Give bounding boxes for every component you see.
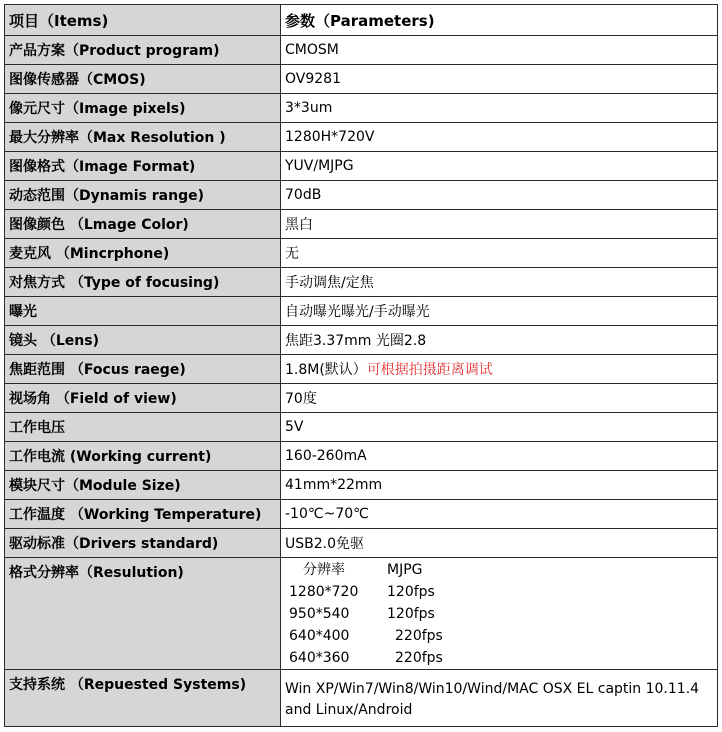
fps-cell: 220fps bbox=[395, 627, 443, 644]
systems-label: 支持系统 （Repuested Systems) bbox=[5, 670, 281, 727]
table-row bbox=[5, 529, 718, 558]
resolution-cell: 640*360 bbox=[289, 649, 350, 666]
table-row bbox=[5, 471, 718, 500]
table-row bbox=[5, 268, 718, 297]
row-value: 自动曝光曝光/手动曝光 bbox=[281, 297, 718, 326]
row-value: 无 bbox=[281, 239, 718, 268]
row-label: 镜头 （Lens) bbox=[5, 326, 281, 355]
fps-cell: 120fps bbox=[387, 583, 435, 600]
row-label: 工作电流 (Working current) bbox=[5, 442, 281, 471]
row-label: 最大分辨率（Max Resolution ) bbox=[5, 123, 281, 152]
resolution-cell: 950*540 bbox=[289, 605, 350, 622]
resolution-cell: 640*400 bbox=[289, 627, 350, 644]
resolution-row bbox=[5, 558, 718, 670]
table-row bbox=[5, 297, 718, 326]
row-label: 焦距范围 （Focus raege) bbox=[5, 355, 281, 384]
table-row bbox=[5, 123, 718, 152]
focus-range-value: 1.8M(默认） bbox=[285, 362, 367, 378]
table-row bbox=[5, 65, 718, 94]
row-label: 像元尺寸（Image pixels) bbox=[5, 94, 281, 123]
resolution-cell: 1280*720 bbox=[289, 583, 359, 600]
row-label: 曝光 bbox=[5, 297, 281, 326]
header-parameters: 参数（Parameters) bbox=[281, 5, 718, 36]
row-label: 麦克风 （Mincrphone) bbox=[5, 239, 281, 268]
table-row bbox=[5, 181, 718, 210]
row-label: 视场角 （Field of view) bbox=[5, 384, 281, 413]
row-label: 工作温度 （Working Temperature) bbox=[5, 500, 281, 529]
row-value: 1280H*720V bbox=[281, 123, 718, 152]
row-label: 图像传感器（CMOS) bbox=[5, 65, 281, 94]
systems-value: Win XP/Win7/Win8/Win10/Wind/MAC OSX EL captin 10.11.4 and Linux/Android bbox=[281, 670, 718, 727]
table-row bbox=[5, 239, 718, 268]
table-row bbox=[5, 442, 718, 471]
spec-table-body bbox=[5, 5, 718, 727]
row-label: 产品方案（Product program) bbox=[5, 36, 281, 65]
row-value: OV9281 bbox=[281, 65, 718, 94]
row-value: 70度 bbox=[281, 384, 718, 413]
row-label: 驱动标准（Drivers standard) bbox=[5, 529, 281, 558]
row-value: -10℃~70℃ bbox=[281, 500, 718, 529]
systems-row bbox=[5, 670, 718, 727]
row-value: 160-260mA bbox=[281, 442, 718, 471]
format-header: MJPG bbox=[387, 561, 423, 578]
table-header-row bbox=[5, 5, 718, 36]
row-value: 5V bbox=[281, 413, 718, 442]
row-label: 对焦方式 （Type of focusing) bbox=[5, 268, 281, 297]
row-value: CMOSM bbox=[281, 36, 718, 65]
table-row bbox=[5, 326, 718, 355]
table-row bbox=[5, 355, 718, 384]
table-row bbox=[5, 413, 718, 442]
row-label: 动态范围（Dynamis range) bbox=[5, 181, 281, 210]
table-row bbox=[5, 36, 718, 65]
focus-range-note: 可根据拍摄距离调试 bbox=[366, 362, 493, 378]
table-row bbox=[5, 500, 718, 529]
row-value: 黑白 bbox=[281, 210, 718, 239]
resolution-label: 格式分辨率（Resulution) bbox=[5, 558, 281, 670]
row-label: 图像格式（Image Format) bbox=[5, 152, 281, 181]
spec-table bbox=[4, 4, 718, 727]
row-value: 焦距3.37mm 光圈2.8 bbox=[281, 326, 718, 355]
row-label: 图像颜色 （Lmage Color) bbox=[5, 210, 281, 239]
fps-cell: 220fps bbox=[395, 649, 443, 666]
row-value: USB2.0免驱 bbox=[281, 529, 718, 558]
row-value: 41mm*22mm bbox=[281, 471, 718, 500]
table-row bbox=[5, 384, 718, 413]
row-value-cell bbox=[281, 355, 718, 384]
resolution-header: 分辨率 bbox=[303, 561, 345, 578]
row-value: 70dB bbox=[281, 181, 718, 210]
row-label: 模块尺寸（Module Size) bbox=[5, 471, 281, 500]
row-value: YUV/MJPG bbox=[281, 152, 718, 181]
table-row bbox=[5, 210, 718, 239]
resolution-grid bbox=[285, 560, 717, 668]
table-row bbox=[5, 94, 718, 123]
row-value: 3*3um bbox=[281, 94, 718, 123]
row-label: 工作电压 bbox=[5, 413, 281, 442]
header-items: 项目（Items) bbox=[5, 5, 281, 36]
row-value: 手动调焦/定焦 bbox=[281, 268, 718, 297]
fps-cell: 120fps bbox=[387, 605, 435, 622]
table-row bbox=[5, 152, 718, 181]
resolution-value bbox=[281, 558, 718, 670]
